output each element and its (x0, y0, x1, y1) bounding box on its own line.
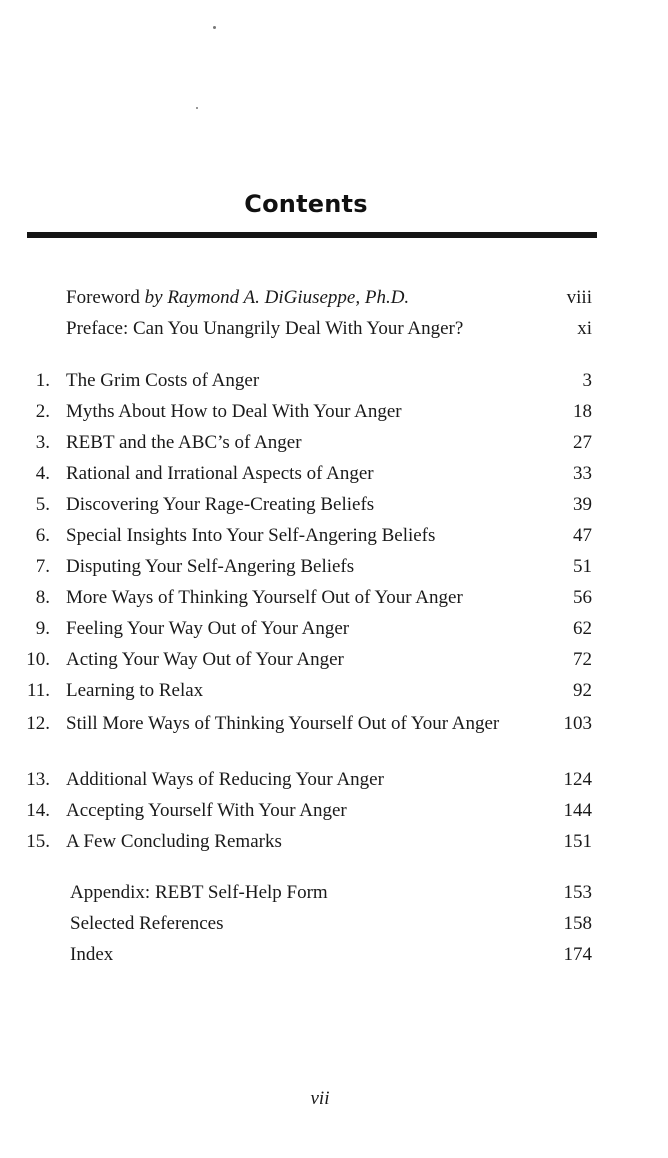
entry-page: 92 (573, 680, 592, 701)
entry-title: REBT and the ABC’s of Anger (66, 432, 302, 453)
title-rule (27, 232, 597, 238)
entry-page: 153 (563, 882, 592, 903)
chapter-number: 10. (26, 649, 50, 670)
entry-page: 33 (573, 463, 592, 484)
entry-title: Accepting Yourself With Your Anger (66, 800, 347, 821)
entry-page: 158 (563, 913, 592, 934)
chapter-number: 12. (26, 713, 50, 734)
entry-title: Discovering Your Rage-Creating Beliefs (66, 494, 375, 515)
chapter-number: 1. (35, 370, 50, 391)
chapter-number: 14. (26, 800, 50, 821)
chapter-number: 9. (35, 618, 50, 639)
entry-page: 56 (573, 587, 592, 608)
chapter-number: 6. (35, 525, 50, 546)
entry-title: Preface: Can You Unangrily Deal With Your Anger? (66, 318, 464, 339)
entry-title: Still More Ways of Thinking Yourself Out of Your Anger (66, 713, 500, 734)
entry-page: 174 (563, 944, 592, 965)
chapter-number: 5. (35, 494, 50, 515)
page-title: Contents (244, 190, 368, 218)
entry-title: A Few Concluding Remarks (66, 831, 282, 852)
entry-page: 62 (573, 618, 592, 639)
chapter-number: 11. (26, 680, 50, 701)
entry-title: Disputing Your Self-Angering Beliefs (66, 556, 355, 577)
entry-page: 144 (563, 800, 592, 821)
entry-title: Foreword by Raymond A. DiGiuseppe, Ph.D. (66, 287, 410, 308)
entry-title: Index (70, 944, 114, 965)
entry-title: Special Insights Into Your Self-Angering Beliefs (66, 525, 436, 546)
entry-title: Acting Your Way Out of Your Anger (66, 649, 344, 670)
foreword-byline: by Raymond A. DiGiuseppe, Ph.D. (144, 287, 410, 308)
entry-page: 39 (573, 494, 592, 515)
entry-title: Feeling Your Way Out of Your Anger (66, 618, 350, 639)
paper-speck (196, 107, 198, 109)
paper-speck (213, 26, 216, 29)
entry-title: The Grim Costs of Anger (66, 370, 260, 391)
page-folio: vii (310, 1088, 330, 1109)
entry-title: More Ways of Thinking Yourself Out of Your Anger (66, 587, 463, 608)
entry-title: Additional Ways of Reducing Your Anger (66, 769, 384, 790)
entry-page: 72 (573, 649, 592, 670)
entry-page: 124 (563, 769, 592, 790)
entry-page: 51 (573, 556, 592, 577)
chapter-number: 4. (35, 463, 50, 484)
entry-title: Rational and Irrational Aspects of Anger (66, 463, 374, 484)
entry-page: xi (577, 318, 592, 339)
entry-page: 3 (582, 370, 592, 391)
entry-page: viii (566, 287, 592, 308)
chapter-number: 3. (35, 432, 50, 453)
chapter-number: 13. (26, 769, 50, 790)
chapter-number: 15. (26, 831, 50, 852)
entry-title: Appendix: REBT Self-Help Form (70, 882, 328, 903)
chapter-number: 7. (35, 556, 50, 577)
entry-page: 151 (563, 831, 592, 852)
entry-title: Myths About How to Deal With Your Anger (66, 401, 402, 422)
entry-title: Selected References (70, 913, 224, 934)
chapter-number: 8. (35, 587, 50, 608)
entry-page: 103 (563, 713, 592, 734)
chapter-number: 2. (35, 401, 50, 422)
entry-page: 18 (573, 401, 592, 422)
entry-title: Learning to Relax (66, 680, 204, 701)
entry-page: 27 (573, 432, 592, 453)
entry-page: 47 (573, 525, 592, 546)
